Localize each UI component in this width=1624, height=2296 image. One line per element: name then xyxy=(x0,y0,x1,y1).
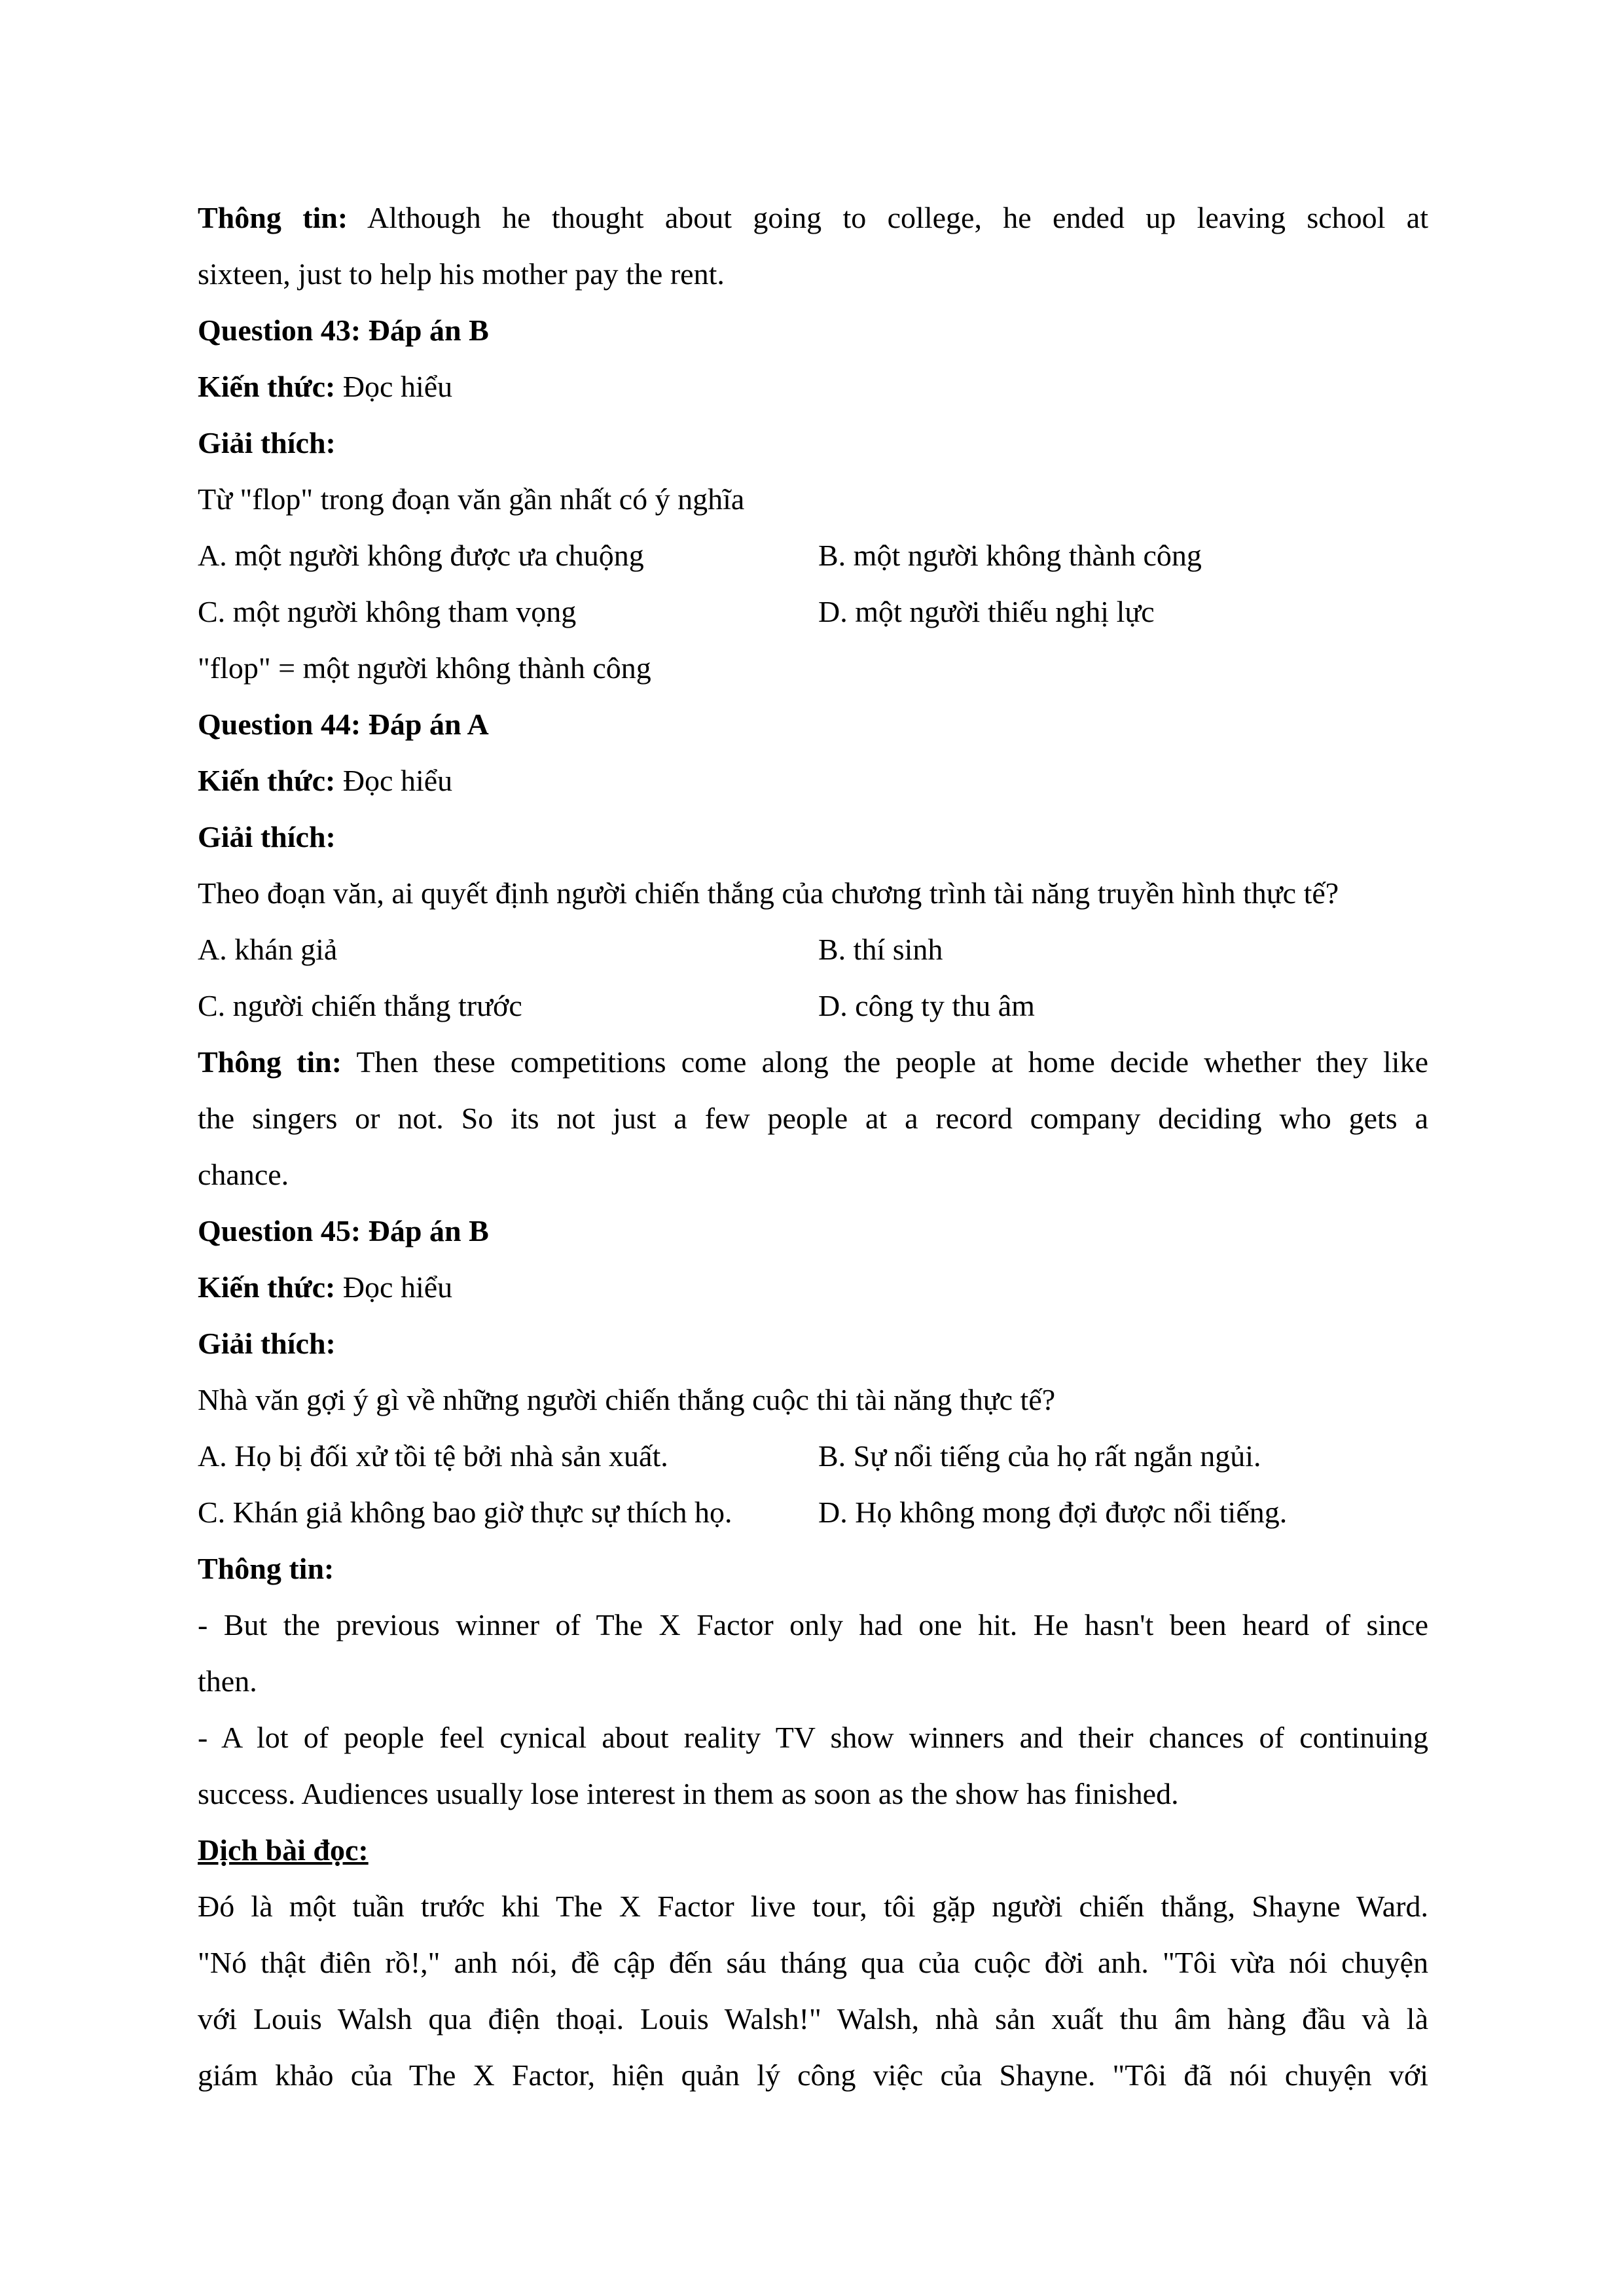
question-44-heading: Question 44: Đáp án A xyxy=(198,708,489,741)
q44-options-row-2 xyxy=(198,978,1428,1034)
q45-info-label: Thông tin: xyxy=(198,1552,334,1585)
q44-options-row-1 xyxy=(198,922,1428,978)
q44-option-b: B. thí sinh xyxy=(818,933,943,966)
q44-question: Theo đoạn văn, ai quyết định người chiến thắng của chương trình tài năng truyền hình thực tế? xyxy=(198,876,1339,910)
q43-explain-label: Giải thích: xyxy=(198,426,336,459)
q43-option-c: C. một người không tham vọng xyxy=(198,595,577,628)
q44-info-line-3: chance. xyxy=(198,1158,289,1191)
document-page xyxy=(198,190,1428,2104)
q44-option-a: A. khán giả xyxy=(198,933,338,966)
q44-explain-label: Giải thích: xyxy=(198,820,336,853)
q45-options-row-2 xyxy=(198,1484,1428,1541)
q43-option-d: D. một người thiếu nghị lực xyxy=(818,595,1155,628)
q42-info-line-2: sixteen, just to help his mother pay the rent. xyxy=(198,257,725,291)
translation-line-4: giám khảo của The X Factor, hiện quản lý công việc của Shayne. "Tôi đã nói chuyện với xyxy=(198,2058,1428,2092)
translation-heading: Dịch bài đọc: xyxy=(198,1833,369,1867)
translation-line-2: "Nó thật điên rồ!," anh nói, đề cập đến sáu tháng qua của cuộc đời anh. "Tôi vừa nói chuyện xyxy=(198,1946,1428,1979)
q43-option-a: A. một người không được ưa chuộng xyxy=(198,539,644,572)
q43-option-b: B. một người không thành công xyxy=(818,539,1202,572)
q43-options-row-1 xyxy=(198,528,1428,584)
q45-question: Nhà văn gợi ý gì về những người chiến thắng cuộc thi tài năng thực tế? xyxy=(198,1383,1056,1416)
q43-options-row-2 xyxy=(198,584,1428,640)
q43-answer-note: "flop" = một người không thành công xyxy=(198,651,651,685)
q44-info-line-1: Thông tin: Then these competitions come along the people at home decide whether they like xyxy=(198,1045,1429,1079)
q45-option-c: C. Khán giả không bao giờ thực sự thích họ. xyxy=(198,1496,732,1529)
question-43-heading: Question 43: Đáp án B xyxy=(198,314,489,347)
q44-option-d: D. công ty thu âm xyxy=(818,989,1035,1022)
translation-line-3: với Louis Walsh qua điện thoại. Louis Walsh!" Walsh, nhà sản xuất thu âm hàng đầu và là xyxy=(198,2002,1428,2036)
question-45-heading: Question 45: Đáp án B xyxy=(198,1214,489,1247)
q45-option-a: A. Họ bị đối xử tồi tệ bởi nhà sản xuất. xyxy=(198,1439,668,1473)
q45-info-1-line-2: then. xyxy=(198,1664,257,1698)
q45-info-2-line-2: success. Audiences usually lose interest in them as soon as the show has finished. xyxy=(198,1777,1179,1810)
q45-option-d: D. Họ không mong đợi được nổi tiếng. xyxy=(818,1496,1288,1529)
q43-question: Từ "flop" trong đoạn văn gần nhất có ý nghĩa xyxy=(198,482,745,516)
q43-knowledge: Kiến thức: Đọc hiểu xyxy=(198,370,453,403)
q45-option-b: B. Sự nổi tiếng của họ rất ngắn ngủi. xyxy=(818,1439,1261,1473)
q45-info-1-line-1: - But the previous winner of The X Factor only had one hit. He hasn't been heard of since xyxy=(198,1608,1428,1641)
q44-info-line-2: the singers or not. So its not just a few people at a record company deciding who gets a xyxy=(198,1102,1428,1135)
q45-info-2-line-1: - A lot of people feel cynical about reality TV show winners and their chances of continuing xyxy=(198,1721,1428,1754)
q44-knowledge: Kiến thức: Đọc hiểu xyxy=(198,764,453,797)
q42-info-line-1: Thông tin: Although he thought about going to college, he ended up leaving school at xyxy=(198,201,1428,234)
q45-options-row-1 xyxy=(198,1428,1428,1484)
info-label: Thông tin: xyxy=(198,201,348,234)
q45-explain-label: Giải thích: xyxy=(198,1327,336,1360)
q45-knowledge: Kiến thức: Đọc hiểu xyxy=(198,1270,453,1304)
q44-option-c: C. người chiến thắng trước xyxy=(198,989,522,1022)
translation-line-1: Đó là một tuần trước khi The X Factor live tour, tôi gặp người chiến thắng, Shayne Ward. xyxy=(198,1890,1428,1923)
